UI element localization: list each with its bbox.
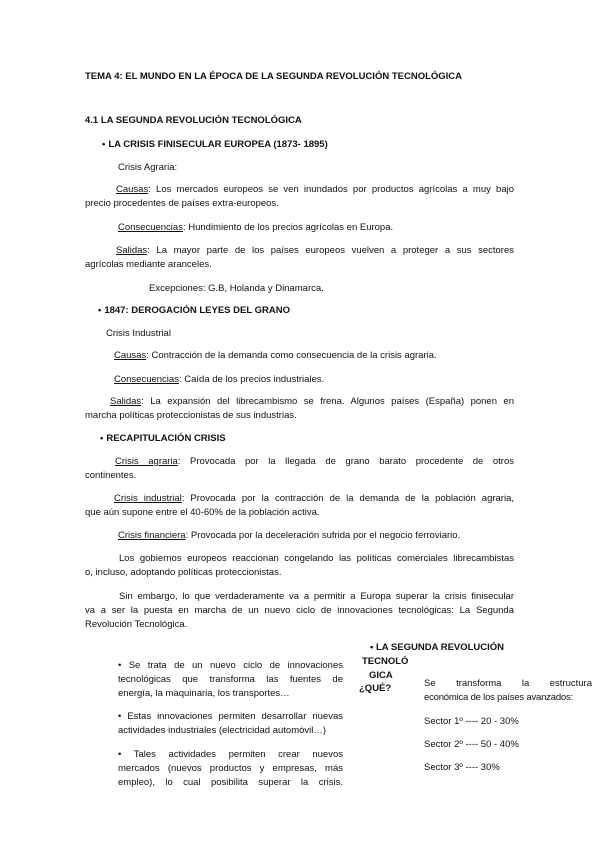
consecuencias-text: : Hundimiento de los precios agrícolas en Europa. xyxy=(182,222,394,233)
consecuencias-paragraph xyxy=(118,221,393,235)
recap-industrial xyxy=(85,492,514,520)
agraria-text: : Provocada por la llegada de grano barato procedente de otros xyxy=(177,456,514,467)
section-heading: 4.1 LA SEGUNDA REVOLUCIÓN TECNOLÓGICA xyxy=(85,115,302,126)
crisis-industrial-heading: Crisis Industrial xyxy=(106,328,171,339)
salidas-paragraph xyxy=(85,244,514,272)
sector-1: Sector 1º ---- 20 - 30% xyxy=(424,716,519,727)
crisis-agraria-heading: Crisis Agraria: xyxy=(118,162,178,173)
industrial-text-2: que aún supone entre el 40-60% de la población activa. xyxy=(85,507,320,518)
left-item-1-line-2: tecnológicas que transforma las fuentes de xyxy=(118,674,343,685)
left-item-3-line-3: empleo), lo cual posibilita superar la crisis. xyxy=(118,777,343,788)
right-line-2: económica de los países avanzados: xyxy=(424,692,573,703)
derogacion-heading xyxy=(98,304,290,318)
crisis-finisecular-heading xyxy=(102,138,328,152)
sector-3: Sector 3º ---- 30% xyxy=(424,762,500,773)
causas-label: Causas xyxy=(114,350,147,361)
causas-label: Causas xyxy=(116,184,149,195)
gobiernos-text-2: o, incluso, adoptando políticas proteccionistas. xyxy=(85,567,282,578)
salidas-label: Salidas xyxy=(116,245,148,256)
consecuencias-label: Consecuencias xyxy=(118,222,183,233)
left-item-1-line-3: energía, la maquinaria, los transportes… xyxy=(118,688,290,699)
embargo-text: Sin embargo, lo que verdaderamente va a permitir a Europa superar la crisis finisecular xyxy=(119,591,514,602)
bullet-icon: • xyxy=(100,433,104,444)
recap-financiera xyxy=(118,529,460,543)
crisis-financiera-label: Crisis financiera xyxy=(118,530,186,541)
right-line-1: Se transforma la estructura xyxy=(424,678,592,689)
diagram-left-item-3 xyxy=(118,748,343,790)
left-item-1-line-1: • Se trata de un nuevo ciclo de innovaciones xyxy=(118,660,343,671)
heading-text: RECAPITULACIÓN CRISIS xyxy=(106,433,226,444)
recapitulacion-heading xyxy=(100,432,226,446)
financiera-text: : Provocada por la deceleración sufrida por el negocio ferroviario. xyxy=(185,530,461,541)
heading-text: 1847: DEROGACIÓN LEYES DEL GRANO xyxy=(104,305,290,316)
diagram-center-title-3: GICA xyxy=(369,670,393,681)
salidas-text: : La expansión del librecambismo se frena. Algunos países (España) ponen en xyxy=(141,396,514,407)
diagram-center-title: • LA SEGUNDA REVOLUCIÓN xyxy=(370,642,505,653)
recap-agraria xyxy=(85,455,514,483)
industrial-text: : Provocada por la contracción de la demanda de la población agraria, xyxy=(181,493,515,504)
salidas-label: Salidas xyxy=(110,396,142,407)
diagram-left-item-1 xyxy=(118,659,343,701)
bullet-icon: • xyxy=(98,305,102,316)
industrial-causas xyxy=(114,349,437,363)
diagram-center-question: ¿QUÉ? xyxy=(359,683,392,694)
diagram-right-text xyxy=(424,677,592,705)
page-title: TEMA 4: EL MUNDO EN LA ÉPOCA DE LA SEGUNDA REVOLUCIÓN TECNOLÓGICA xyxy=(85,71,463,82)
consecuencias-text: : Caída de los precios industriales. xyxy=(178,374,325,385)
crisis-industrial-label: Crisis industrial xyxy=(114,493,182,504)
embargo-text-3: Revolución Tecnológica. xyxy=(85,619,188,630)
left-item-2-line-1: • Estas innovaciones permiten desarrollar nuevas xyxy=(118,711,343,722)
diagram-left-item-2 xyxy=(118,710,343,738)
left-item-2-line-2: actividades industriales (electricidad automóvil…) xyxy=(118,725,327,736)
left-item-3-line-2: mercados (nuevos productos y empresas, más xyxy=(118,763,343,774)
excepciones-text: Excepciones: G.B, Holanda y Dinamarca. xyxy=(149,283,324,294)
bullet-icon: • xyxy=(102,139,106,150)
agraria-text-2: continentes. xyxy=(85,470,137,481)
left-item-3-line-1: • Tales actividades permiten crear nuevos xyxy=(118,749,343,760)
causas-text: : Los mercados europeos se ven inundados por productos agrícolas a muy bajo xyxy=(148,184,514,195)
industrial-salidas xyxy=(85,395,514,423)
salidas-text-2: marcha políticas proteccionistas de sus industrias. xyxy=(85,410,297,421)
causas-text-2: precio procedentes de países extra-europeos. xyxy=(85,198,279,209)
causas-paragraph xyxy=(85,183,514,211)
gobiernos-paragraph xyxy=(85,552,514,580)
sector-2: Sector 2º ---- 50 - 40% xyxy=(424,739,519,750)
salidas-text: : La mayor parte de los países europeos vuelven a proteger a sus sectores xyxy=(147,245,514,256)
embargo-paragraph xyxy=(85,590,514,632)
crisis-agraria-label: Crisis agraria xyxy=(115,456,178,467)
gobiernos-text: Los gobiernos europeos reaccionan congelando las políticas comerciales librecambistas xyxy=(119,553,514,564)
embargo-text-2: va a ser la puesta en marcha de un nuevo ciclo de innovaciones tecnológicas: La Segunda xyxy=(85,605,514,616)
causas-text: : Contracción de la demanda como consecuencia de la crisis agraria. xyxy=(146,350,437,361)
diagram-center-title-2: TECNOLÓ xyxy=(362,656,409,667)
salidas-text-2: agrícolas mediante aranceles. xyxy=(85,259,212,270)
industrial-consecuencias xyxy=(114,373,324,387)
heading-text: LA CRISIS FINISECULAR EUROPEA (1873- 1895) xyxy=(108,139,328,150)
consecuencias-label: Consecuencias xyxy=(114,374,179,385)
